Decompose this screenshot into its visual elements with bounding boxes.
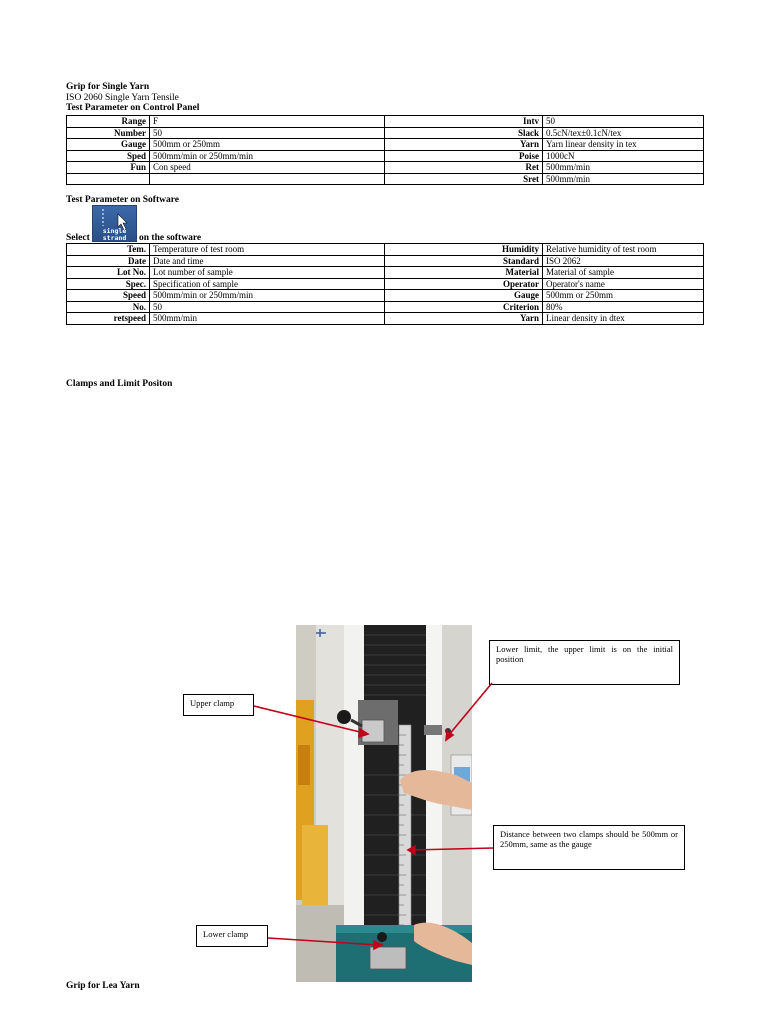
single-strand-icon bbox=[92, 205, 137, 242]
param-key-cell: Operator bbox=[385, 278, 543, 290]
icon-text-single: single bbox=[102, 227, 127, 235]
param-value-cell: Material of sample bbox=[543, 267, 704, 279]
param-key-cell: Gauge bbox=[385, 290, 543, 302]
param-key-cell: Date bbox=[67, 255, 150, 267]
param-value-cell: 500mm or 250mm bbox=[543, 290, 704, 302]
param-value-cell: Yarn linear density in tex bbox=[543, 139, 704, 151]
param-value-cell: Operator's name bbox=[543, 278, 704, 290]
param-value-cell: Linear density in dtex bbox=[543, 313, 704, 325]
param-value-cell: 0.5cN/tex±0.1cN/tex bbox=[543, 127, 704, 139]
param-value-cell: 50 bbox=[543, 116, 704, 128]
param-key-cell: retspeed bbox=[67, 313, 150, 325]
param-key-cell: Tem. bbox=[67, 244, 150, 256]
section-title-single-yarn: Grip for Single Yarn bbox=[66, 82, 150, 92]
param-key-cell: Range bbox=[67, 116, 150, 128]
table-row bbox=[67, 255, 704, 267]
callout-distance-between-clamps: Distance between two clamps should be 500mm or 250mm, same as the gauge bbox=[493, 825, 685, 870]
param-key-cell: Material bbox=[385, 267, 543, 279]
param-value-cell: Specification of sample bbox=[150, 278, 385, 290]
param-key-cell: Number bbox=[67, 127, 150, 139]
param-key-cell: No. bbox=[67, 301, 150, 313]
param-value-cell: Con speed bbox=[150, 162, 385, 174]
param-value-cell: 500mm/min or 250mm/min bbox=[150, 150, 385, 162]
param-key-cell: Poise bbox=[385, 150, 543, 162]
param-value-cell: 500mm or 250mm bbox=[150, 139, 385, 151]
param-value-cell: Relative humidity of test room bbox=[543, 244, 704, 256]
param-value-cell: 1000cN bbox=[543, 150, 704, 162]
param-key-cell: Sret bbox=[385, 173, 543, 185]
select-suffix-text: on the software bbox=[139, 233, 202, 243]
subtitle-iso-2060: ISO 2060 Single Yarn Tensile bbox=[66, 93, 179, 103]
param-key-cell: Yarn bbox=[385, 313, 543, 325]
table-row bbox=[67, 301, 704, 313]
param-key-cell: Criterion bbox=[385, 301, 543, 313]
select-prefix-text: Select bbox=[66, 233, 90, 243]
tensile-tester-photo bbox=[296, 625, 472, 982]
table-row bbox=[67, 278, 704, 290]
table-row bbox=[67, 244, 704, 256]
heading-control-panel: Test Parameter on Control Panel bbox=[66, 103, 200, 113]
heading-software: Test Parameter on Software bbox=[66, 195, 180, 205]
callout-lower-clamp: Lower clamp bbox=[196, 925, 268, 947]
param-value-cell: F bbox=[150, 116, 385, 128]
param-value-cell: Lot number of sample bbox=[150, 267, 385, 279]
param-key-cell: Ret bbox=[385, 162, 543, 174]
param-key-cell: Fun bbox=[67, 162, 150, 174]
param-key-cell bbox=[67, 173, 150, 185]
param-key-cell: Sped bbox=[67, 150, 150, 162]
heading-lea-yarn: Grip for Lea Yarn bbox=[66, 981, 140, 991]
param-value-cell: 50 bbox=[150, 127, 385, 139]
param-key-cell: Yarn bbox=[385, 139, 543, 151]
param-value-cell: Temperature of test room bbox=[150, 244, 385, 256]
software-parameter-table bbox=[66, 243, 704, 325]
callout-lower-limit: Lower limit, the upper limit is on the initial position bbox=[489, 640, 680, 685]
param-key-cell: Lot No. bbox=[67, 267, 150, 279]
icon-text-strand: strand bbox=[102, 234, 127, 242]
table-row bbox=[67, 139, 704, 151]
param-key-cell: Intv bbox=[385, 116, 543, 128]
table-row bbox=[67, 313, 704, 325]
param-value-cell: 500mm/min bbox=[543, 173, 704, 185]
table-row bbox=[67, 290, 704, 302]
param-key-cell: Humidity bbox=[385, 244, 543, 256]
param-key-cell: Spec. bbox=[67, 278, 150, 290]
callout-upper-clamp: Upper clamp bbox=[183, 694, 254, 716]
param-key-cell: Standard bbox=[385, 255, 543, 267]
param-value-cell: 80% bbox=[543, 301, 704, 313]
table-row bbox=[67, 162, 704, 174]
table-row bbox=[67, 116, 704, 128]
param-value-cell: 500mm/min bbox=[543, 162, 704, 174]
param-key-cell: Gauge bbox=[67, 139, 150, 151]
param-value-cell: 50 bbox=[150, 301, 385, 313]
param-key-cell: Slack bbox=[385, 127, 543, 139]
param-value-cell: 500mm/min bbox=[150, 313, 385, 325]
param-value-cell bbox=[150, 173, 385, 185]
param-key-cell: Speed bbox=[67, 290, 150, 302]
table-row bbox=[67, 267, 704, 279]
control-panel-parameter-table bbox=[66, 115, 704, 185]
param-value-cell: ISO 2062 bbox=[543, 255, 704, 267]
table-row bbox=[67, 150, 704, 162]
param-value-cell: Date and time bbox=[150, 255, 385, 267]
table-row bbox=[67, 173, 704, 185]
param-value-cell: 500mm/min or 250mm/min bbox=[150, 290, 385, 302]
heading-clamps-limit: Clamps and Limit Positon bbox=[66, 379, 173, 389]
table-row bbox=[67, 127, 704, 139]
